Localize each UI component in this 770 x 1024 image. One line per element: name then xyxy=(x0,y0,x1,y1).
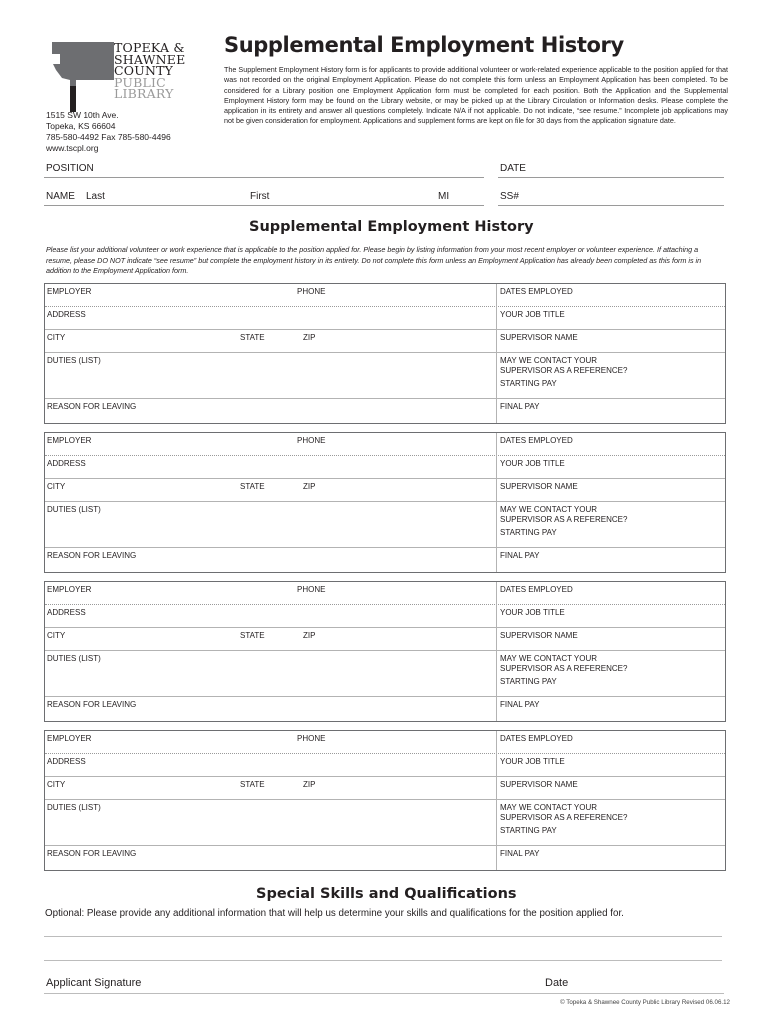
employer-label: EMPLOYER xyxy=(47,734,92,743)
state-label: STATE xyxy=(240,631,265,640)
state-label: STATE xyxy=(240,780,265,789)
final-pay-label: FINAL PAY xyxy=(500,551,540,560)
contact-supervisor-label-2: SUPERVISOR AS A REFERENCE? xyxy=(500,813,628,822)
employment-row[interactable] xyxy=(45,754,725,777)
employment-row[interactable] xyxy=(45,433,725,456)
logo-line: LIBRARY xyxy=(114,86,174,101)
duties-label: DUTIES (LIST) xyxy=(47,803,101,812)
address-line: 1515 SW 10th Ave. xyxy=(46,110,119,120)
signature-label: Applicant Signature xyxy=(46,977,142,989)
employment-row[interactable] xyxy=(45,582,725,605)
phone-line: 785-580-4492 Fax 785-580-4496 xyxy=(46,132,171,142)
final-pay-label: FINAL PAY xyxy=(500,849,540,858)
column-divider xyxy=(496,433,497,572)
signature-line[interactable] xyxy=(44,993,724,994)
state-label: STATE xyxy=(240,482,265,491)
employment-block-3 xyxy=(44,581,726,722)
duties-label: DUTIES (LIST) xyxy=(47,505,101,514)
employment-row[interactable] xyxy=(45,846,725,870)
ssn-label: SS# xyxy=(500,191,519,202)
supervisor-name-label: SUPERVISOR NAME xyxy=(500,333,578,342)
skills-line[interactable] xyxy=(44,936,722,937)
contact-supervisor-label-2: SUPERVISOR AS A REFERENCE? xyxy=(500,664,628,673)
middle-initial-label: MI xyxy=(438,191,450,202)
history-section-title: Supplemental Employment History xyxy=(249,219,534,235)
city-label: CITY xyxy=(47,780,66,789)
zip-label: ZIP xyxy=(303,780,316,789)
employment-row[interactable] xyxy=(45,605,725,628)
employer-label: EMPLOYER xyxy=(47,436,92,445)
phone-label: PHONE xyxy=(297,287,326,296)
zip-label: ZIP xyxy=(303,631,316,640)
duties-label: DUTIES (LIST) xyxy=(47,654,101,663)
employment-block-2 xyxy=(44,432,726,573)
supervisor-name-label: SUPERVISOR NAME xyxy=(500,631,578,640)
phone-label: PHONE xyxy=(297,734,326,743)
logo-line: COUNTY xyxy=(114,63,174,78)
date-field[interactable] xyxy=(498,177,724,178)
skills-line[interactable] xyxy=(44,960,722,961)
contact-supervisor-label: MAY WE CONTACT YOUR xyxy=(500,654,598,663)
contact-supervisor-label: MAY WE CONTACT YOUR xyxy=(500,505,598,514)
reason-for-leaving-label: REASON FOR LEAVING xyxy=(47,402,137,411)
city-label: CITY xyxy=(47,333,66,342)
logo-line: PUBLIC xyxy=(114,74,166,90)
signature-date-label: Date xyxy=(545,977,569,989)
employment-row[interactable] xyxy=(45,502,725,548)
employment-block-1 xyxy=(44,283,726,424)
employment-row[interactable] xyxy=(45,284,725,307)
address-line: Topeka, KS 66604 xyxy=(46,121,116,131)
employment-row[interactable] xyxy=(45,697,725,721)
employer-label: EMPLOYER xyxy=(47,585,92,594)
employment-row[interactable] xyxy=(45,628,725,651)
job-title-label: YOUR JOB TITLE xyxy=(500,608,565,617)
skills-optional-text: Optional: Please provide any additional information that will help us determine your skills and qualifications for the position applied for. xyxy=(45,908,624,919)
reason-for-leaving-label: REASON FOR LEAVING xyxy=(47,700,137,709)
employment-row[interactable] xyxy=(45,651,725,697)
state-label: STATE xyxy=(240,333,265,342)
logo-line: SHAWNEE xyxy=(114,51,186,67)
employment-row[interactable] xyxy=(45,548,725,572)
library-logo xyxy=(46,42,186,112)
history-instructions: Please list your additional volunteer or work experience that is applicable to the position applied for. Please begin by listing information from your most recent employer or volunteer experience. If attaching a resume, please DO NOT indicate “see resume” but complete the employment history in its entirety. Do not complete this form unless an Employment Application has already been completed as this form is in addition to the Employment Application form. xyxy=(46,245,702,276)
intro-paragraph: The Supplement Employment History form is for applicants to provide additional volunteer or work-related experience applicable to the position applied for that was not recorded on the original Employment Application. Please do not complete this form unless an Employment Application has been completed. To be considered for a Library position one Employment Application form must be completed for each position. Both the Application and the Supplemental Employment History form may be found on the Library website, or may be picked up at the Library Circulation or Information desks. Please complete the application in its entirety and answer all questions completely. Indicate N/A if not applicable. Do not indicate, “see resume.” Incomplete job applications may not be given consideration for employment. Applications and supplement forms are kept on file for 30 days from the application signature date. xyxy=(224,65,728,126)
page-title: Supplemental Employment History xyxy=(224,33,624,57)
library-logo-text xyxy=(114,42,185,100)
employment-row[interactable] xyxy=(45,399,725,423)
job-title-label: YOUR JOB TITLE xyxy=(500,459,565,468)
library-address xyxy=(46,110,171,154)
address-label: ADDRESS xyxy=(47,459,86,468)
employment-block-4 xyxy=(44,730,726,871)
employment-row[interactable] xyxy=(45,330,725,353)
dates-employed-label: DATES EMPLOYED xyxy=(500,734,573,743)
starting-pay-label: STARTING PAY xyxy=(500,379,557,388)
name-field[interactable] xyxy=(44,205,484,206)
reason-for-leaving-label: REASON FOR LEAVING xyxy=(47,849,137,858)
address-label: ADDRESS xyxy=(47,310,86,319)
job-title-label: YOUR JOB TITLE xyxy=(500,757,565,766)
column-divider xyxy=(496,582,497,721)
supervisor-name-label: SUPERVISOR NAME xyxy=(500,780,578,789)
zip-label: ZIP xyxy=(303,482,316,491)
dates-employed-label: DATES EMPLOYED xyxy=(500,287,573,296)
employment-row[interactable] xyxy=(45,800,725,846)
zip-label: ZIP xyxy=(303,333,316,342)
phone-label: PHONE xyxy=(297,585,326,594)
duties-label: DUTIES (LIST) xyxy=(47,356,101,365)
name-label: NAME xyxy=(46,191,75,202)
employment-row[interactable] xyxy=(45,731,725,754)
contact-supervisor-label: MAY WE CONTACT YOUR xyxy=(500,803,598,812)
starting-pay-label: STARTING PAY xyxy=(500,826,557,835)
employment-row[interactable] xyxy=(45,456,725,479)
contact-supervisor-label: MAY WE CONTACT YOUR xyxy=(500,356,598,365)
employment-row[interactable] xyxy=(45,777,725,800)
library-logo-mark-icon xyxy=(46,42,114,112)
position-field[interactable] xyxy=(44,177,484,178)
column-divider xyxy=(496,284,497,423)
starting-pay-label: STARTING PAY xyxy=(500,528,557,537)
job-title-label: YOUR JOB TITLE xyxy=(500,310,565,319)
position-label: POSITION xyxy=(46,163,94,174)
city-label: CITY xyxy=(47,482,66,491)
address-label: ADDRESS xyxy=(47,608,86,617)
first-name-label: First xyxy=(250,191,270,202)
website-line: www.tscpl.org xyxy=(46,143,99,153)
final-pay-label: FINAL PAY xyxy=(500,402,540,411)
employment-row[interactable] xyxy=(45,353,725,399)
starting-pay-label: STARTING PAY xyxy=(500,677,557,686)
final-pay-label: FINAL PAY xyxy=(500,700,540,709)
contact-supervisor-label-2: SUPERVISOR AS A REFERENCE? xyxy=(500,366,628,375)
employment-row[interactable] xyxy=(45,307,725,330)
contact-supervisor-label-2: SUPERVISOR AS A REFERENCE? xyxy=(500,515,628,524)
date-label: DATE xyxy=(500,163,526,174)
address-label: ADDRESS xyxy=(47,757,86,766)
dates-employed-label: DATES EMPLOYED xyxy=(500,436,573,445)
dates-employed-label: DATES EMPLOYED xyxy=(500,585,573,594)
city-label: CITY xyxy=(47,631,66,640)
reason-for-leaving-label: REASON FOR LEAVING xyxy=(47,551,137,560)
footer-copyright: © Topeka & Shawnee County Public Library Revised 06.06.12 xyxy=(560,999,730,1006)
column-divider xyxy=(496,731,497,870)
ssn-field[interactable] xyxy=(498,205,724,206)
last-name-label: Last xyxy=(86,191,105,202)
employment-row[interactable] xyxy=(45,479,725,502)
employer-label: EMPLOYER xyxy=(47,287,92,296)
phone-label: PHONE xyxy=(297,436,326,445)
skills-section-title: Special Skills and Qualifications xyxy=(256,886,517,902)
logo-line: TOPEKA & xyxy=(114,40,185,55)
supervisor-name-label: SUPERVISOR NAME xyxy=(500,482,578,491)
